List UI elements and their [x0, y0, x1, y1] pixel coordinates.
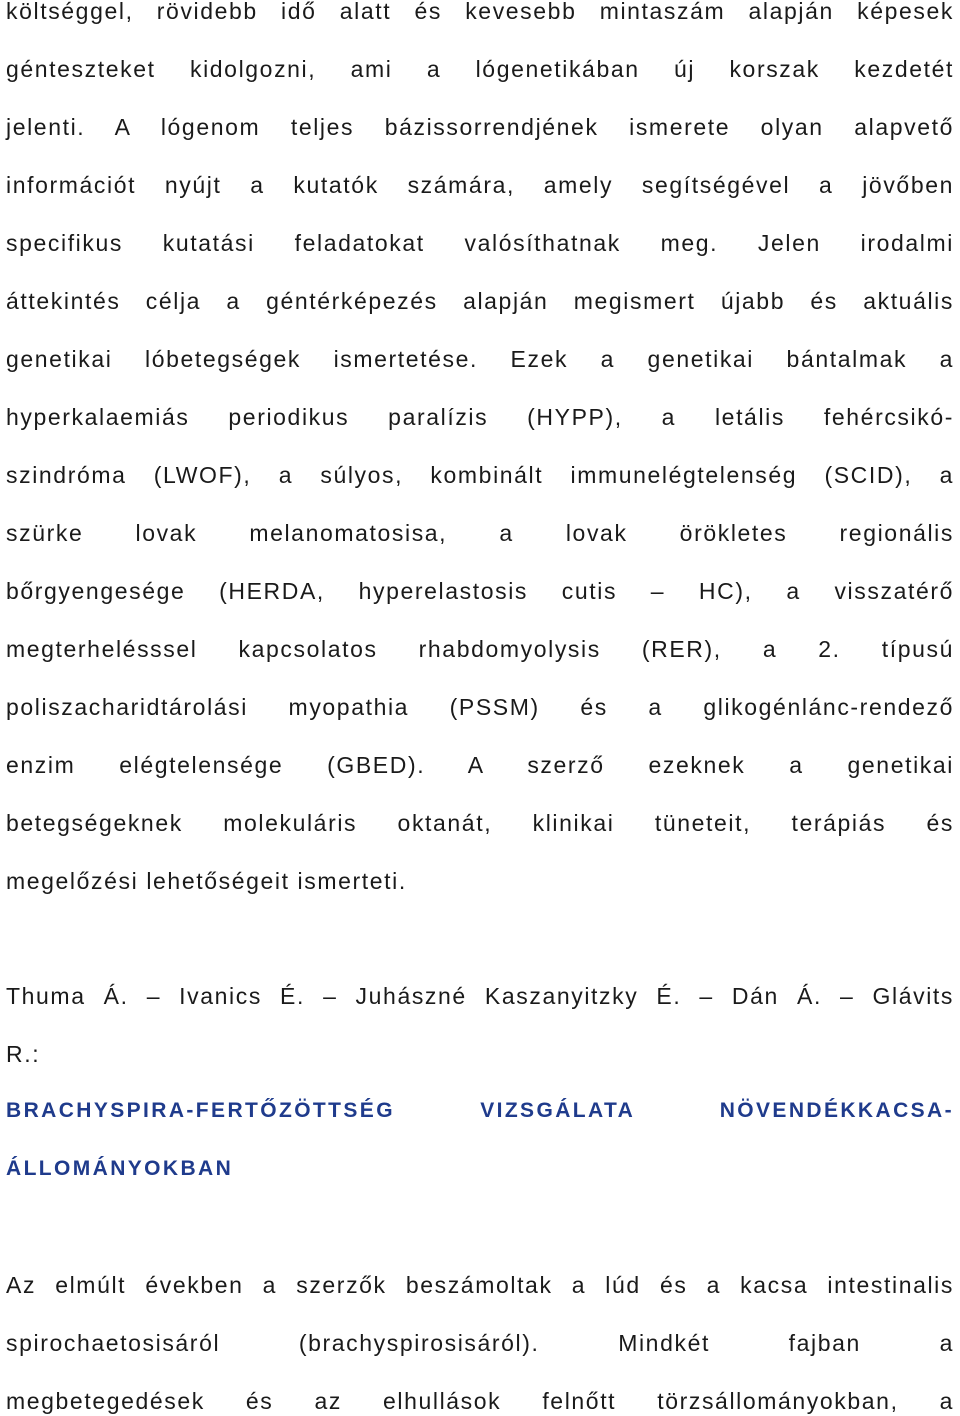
- text-line: hyperkalaemiás periodikus paralízis (HYPP), a letális fehércsikó-: [6, 404, 954, 430]
- author-line: R.:: [6, 1041, 41, 1067]
- author-line: Thuma Á. – Ivanics É. – Juhászné Kaszanyitzky É. – Dán Á. – Glávits: [6, 983, 954, 1009]
- text-line: enzim elégtelensége (GBED). A szerző ezeknek a genetikai: [6, 752, 954, 778]
- text-line: információt nyújt a kutatók számára, amely segítségével a jövőben: [6, 172, 954, 198]
- text-line: betegségeknek molekuláris oktanát, klinikai tüneteit, terápiás és: [6, 810, 954, 836]
- text-line: megbetegedések és az elhullások felnőtt törzsállományokban, a: [6, 1388, 954, 1414]
- text-line: specifikus kutatási feladatokat valósíthatnak meg. Jelen irodalmi: [6, 230, 954, 256]
- title-line: ÁLLOMÁNYOKBAN: [6, 1157, 234, 1180]
- title-line: BRACHYSPIRA-FERTŐZÖTTSÉG VIZSGÁLATA NÖVENDÉKKACSA-: [6, 1099, 954, 1122]
- text-line: genetikai lóbetegségek ismertetése. Ezek a genetikai bántalmak a: [6, 346, 954, 372]
- text-line: jelenti. A lógenom teljes bázissorrendjének ismerete olyan alapvető: [6, 114, 954, 140]
- text-line: szürke lovak melanomatosisa, a lovak örökletes regionális: [6, 520, 954, 546]
- text-line: szindróma (LWOF), a súlyos, kombinált immunelégtelenség (SCID), a: [6, 462, 954, 488]
- text-line: megterhelésssel kapcsolatos rhabdomyolysis (RER), a 2. típusú: [6, 636, 954, 662]
- text-line: génteszteket kidolgozni, ami a lógenetikában új korszak kezdetét: [6, 56, 954, 82]
- text-line: poliszacharidtárolási myopathia (PSSM) és a glikogénlánc-rendező: [6, 694, 954, 720]
- text-line: Az elmúlt években a szerzők beszámoltak a lúd és a kacsa intestinalis: [6, 1272, 954, 1298]
- text-line: bőrgyengesége (HERDA, hyperelastosis cutis – HC), a visszatérő: [6, 578, 954, 604]
- text-line: költséggel, rövidebb idő alatt és kevesebb mintaszám alapján képesek: [6, 0, 954, 24]
- text-line: áttekintés célja a géntérképezés alapján megismert újabb és aktuális: [6, 288, 954, 314]
- text-line: megelőzési lehetőségeit ismerteti.: [6, 868, 407, 894]
- text-line: spirochaetosisáról (brachyspirosisáról). Mindkét fajban a: [6, 1330, 954, 1356]
